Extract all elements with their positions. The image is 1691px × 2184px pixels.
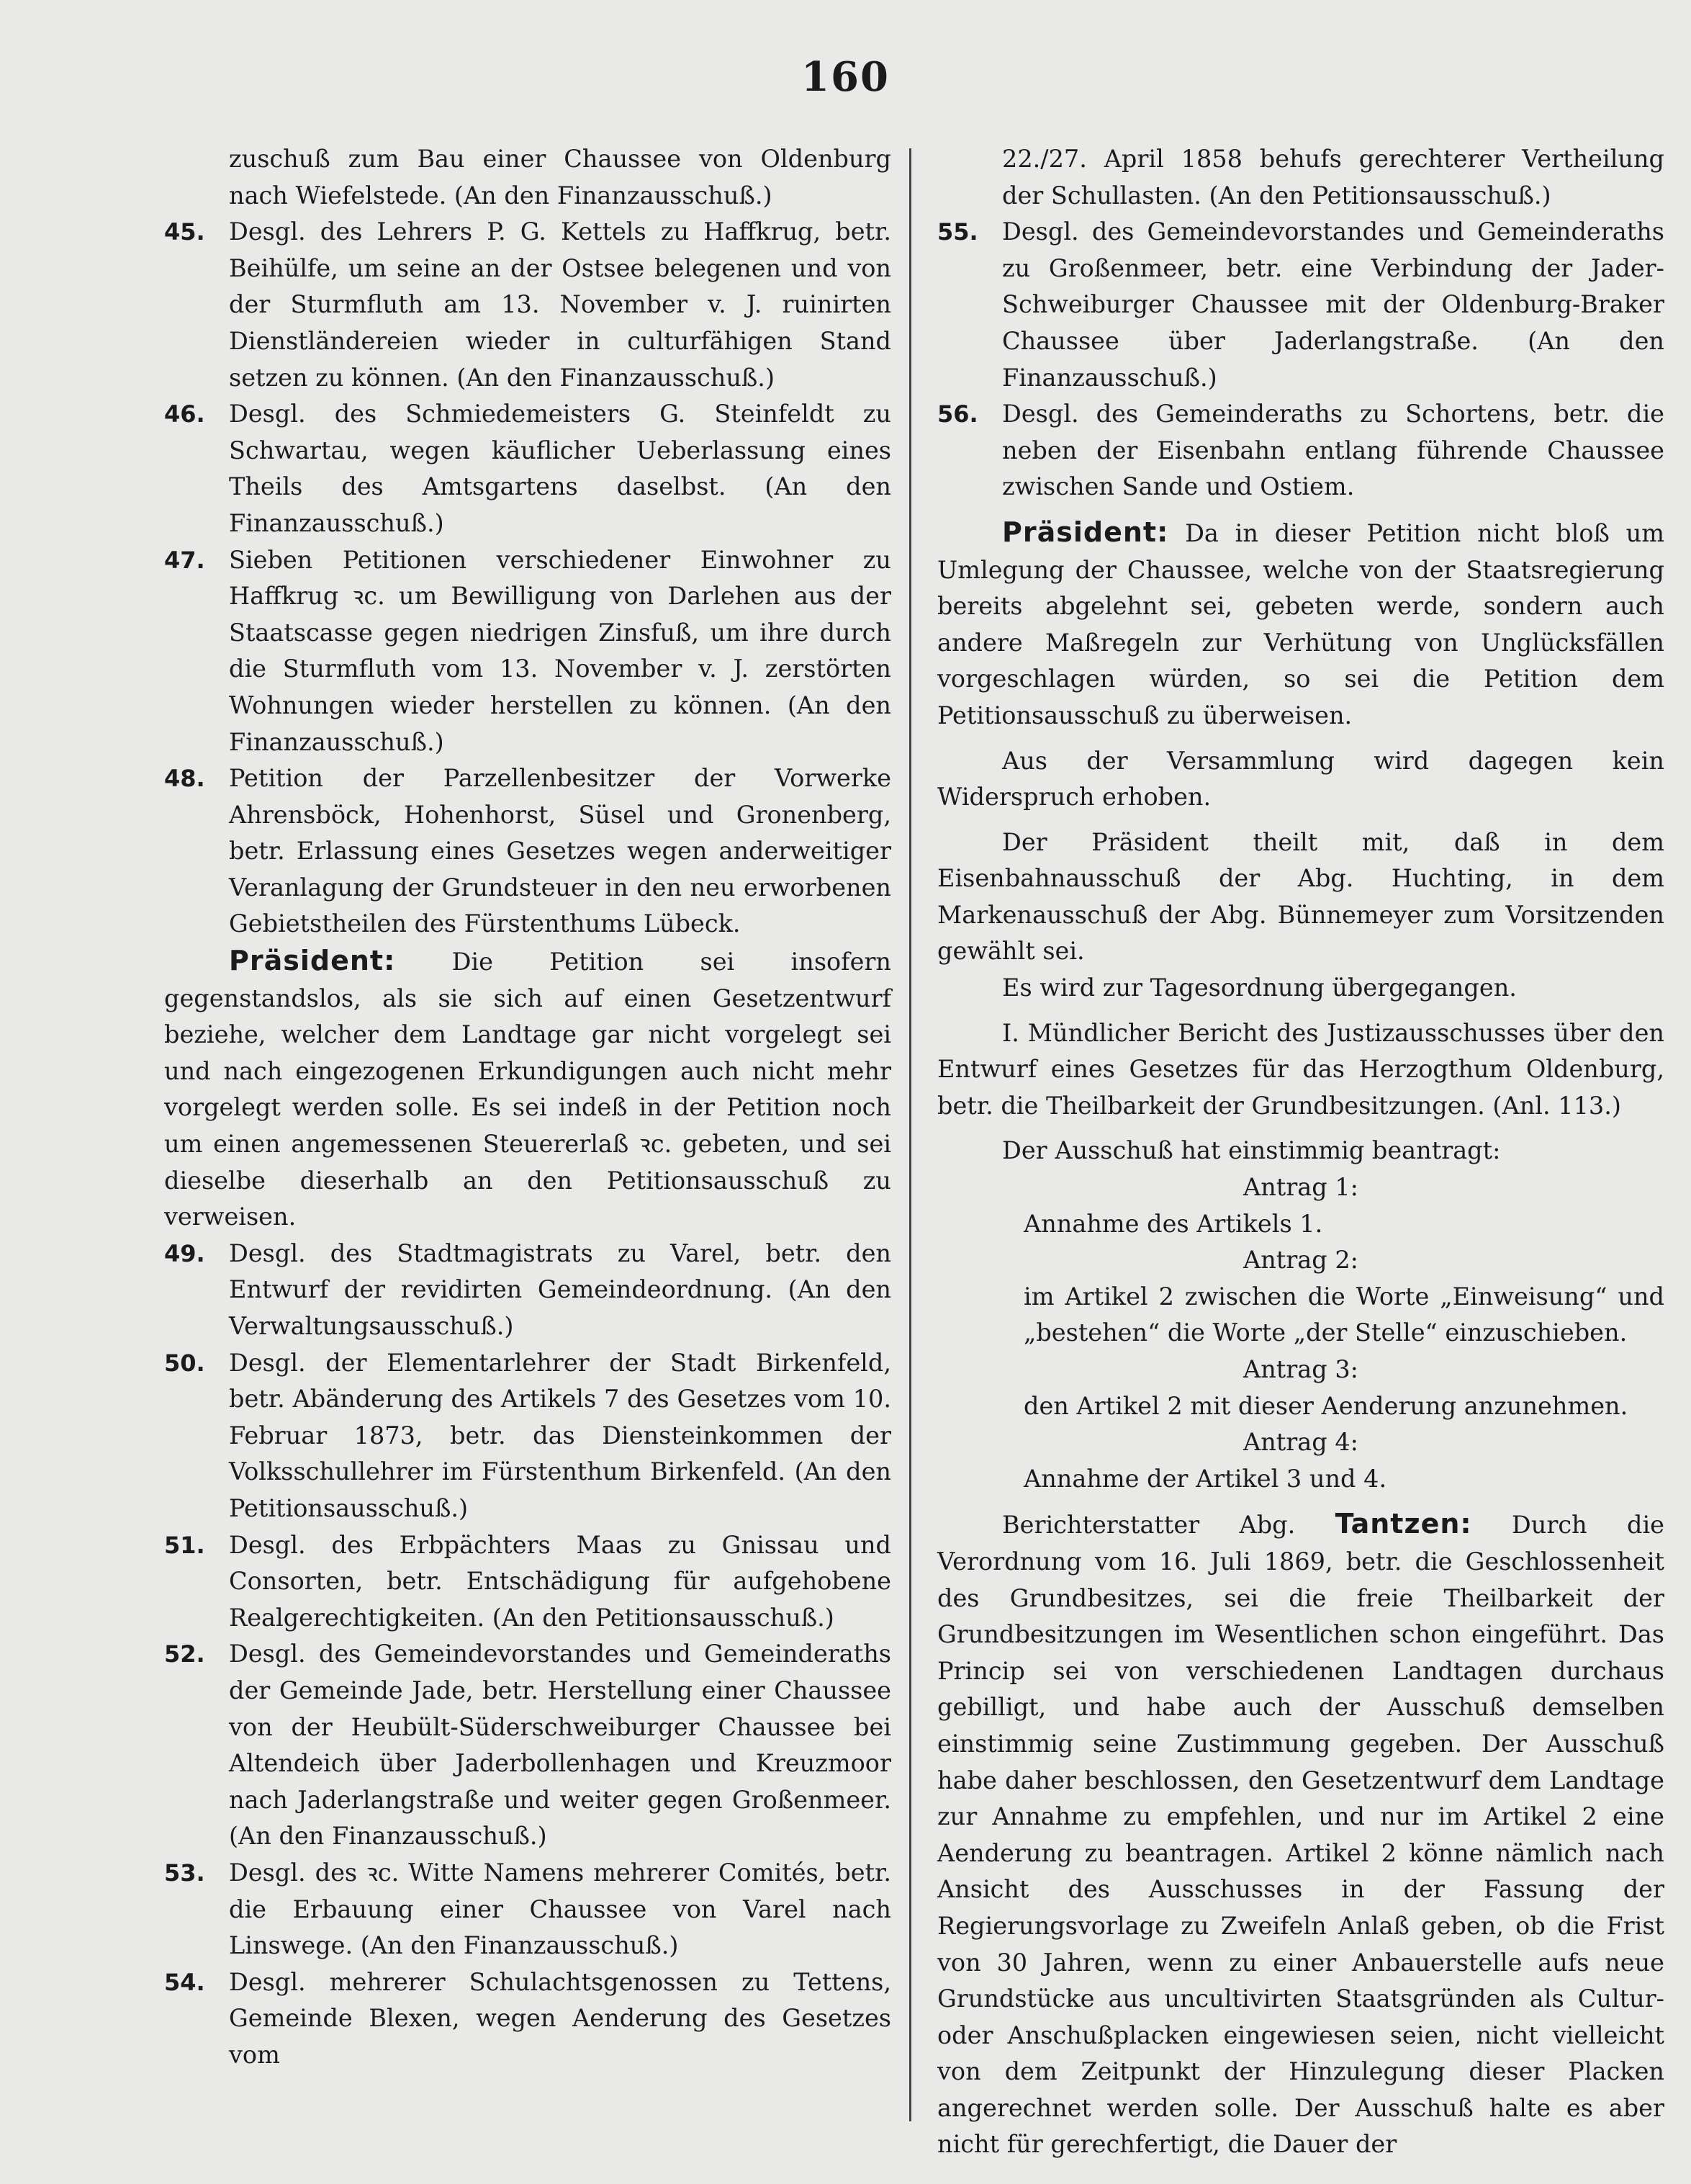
antrag-4-text: Annahme der Artikel 3 und 4. <box>1024 1464 1387 1493</box>
right-column <box>937 141 1664 2163</box>
item-53 <box>164 1855 891 1964</box>
item-56 <box>937 396 1664 505</box>
item-text: Desgl. mehrerer Schulachtsgenossen zu Tettens, Gemeinde Blexen, wegen Aenderung des Gesetzes vom <box>229 1967 891 2069</box>
page-number: 160 <box>801 53 890 101</box>
item-44-continuation: zuschuß zum Bau einer Chaussee von Oldenburg nach Wiefelstede. (An den Finanzausschuß.) <box>229 145 891 210</box>
item-text: Sieben Petitionen verschiedener Einwohner zu Haffkrug ꝛc. um Bewilligung von Darlehen aus der Staatscasse gegen niedrigen Zinsfuß, um ihre durch die Sturmfluth vom 13. November v. J. zerstörten Wohnungen wieder herstellen zu können. (An den Finanzausschuß.) <box>229 545 891 756</box>
item-text: Desgl. des Lehrers P. G. Kettels zu Haffkrug, betr. Beihülfe, um seine an der Ostsee belegenen und von der Sturmfluth am 13. November v. J. ruinirten Dienstländereien wieder in culturfähigen Stand setzen zu können. (An den Finanzausschuß.) <box>229 217 891 392</box>
statement-text: Da in dieser Petition nicht bloß um Umlegung der Chaussee, welche von der Staatsregierung bereits abgelehnt sei, gebeten werde, sondern auch andere Maßregeln zur Verhütung von Unglücksfällen vorgeschlagen würden, so sei die Petition dem Petitionsausschuß zu überweisen. <box>937 518 1664 729</box>
item-text: Desgl. des Stadtmagistrats zu Varel, betr. den Entwurf der revidirten Gemeindeordnung. (An den Verwaltungsausschuß.) <box>229 1239 891 1340</box>
item-number: 51. <box>164 1531 205 1559</box>
item-48 <box>164 760 891 943</box>
antrag-2-label: Antrag 2: <box>1243 1246 1358 1275</box>
statement-text: Die Petition sei insofern gegenstandslos, als sie sich auf einen Gesetzentwurf beziehe, welcher dem Landtage gar nicht vorgelegt sei und nach eingezogenen Erkundigungen auch nicht mehr vorgelegt werden solle. Es sei indeß in der Petition noch um einen angemessenen Steuererlaß ꝛc. gebeten, und sei dieselbe dieserhalb an den Petitionsausschuß zu verweisen. <box>164 948 891 1231</box>
item-number: 47. <box>164 546 205 574</box>
left-column <box>164 141 891 2073</box>
item-46 <box>164 396 891 541</box>
praesident-statement-right <box>937 514 1664 734</box>
antrag-4-label: Antrag 4: <box>1243 1428 1358 1457</box>
item-number: 55. <box>937 218 978 246</box>
item-number: 54. <box>164 1968 205 1996</box>
column-divider <box>909 148 911 2121</box>
item-number: 49. <box>164 1239 205 1267</box>
mitteilung-paragraph: Der Präsident theilt mit, daß in dem Eisenbahnausschuß der Abg. Huchting, in dem Markenausschuß der Abg. Bünnemeyer zum Vorsitzenden gewählt sei. <box>937 827 1664 966</box>
item-number: 50. <box>164 1349 205 1377</box>
item-text: Desgl. des Schmiedemeisters G. Steinfeldt zu Schwartau, wegen käuflicher Ueberlassung eines Theils des Amtsgartens daselbst. (An den Finanzausschuß.) <box>229 400 891 537</box>
ausschuss-paragraph: Der Ausschuß hat einstimmig beantragt: <box>1002 1136 1501 1165</box>
item-number: 53. <box>164 1859 205 1887</box>
item-45 <box>164 214 891 396</box>
antrag-3-text: den Artikel 2 mit dieser Aenderung anzunehmen. <box>1024 1391 1628 1420</box>
berichterstatter-label: Berichterstatter Abg. <box>1002 1511 1296 1540</box>
item-text: Desgl. des Gemeindevorstandes und Gemeinderaths zu Großenmeer, betr. eine Verbindung der Jader-Schweiburger Chaussee mit der Oldenburg-Braker Chaussee über Jaderlangstraße. (An den Finanzausschuß.) <box>1002 217 1664 392</box>
antrag-1-label: Antrag 1: <box>1243 1173 1358 1202</box>
item-50 <box>164 1345 891 1527</box>
item-text: Petition der Parzellenbesitzer der Vorwerke Ahrensböck, Hohenhorst, Süsel und Gronenberg, betr. Erlassung eines Gesetzes wegen anderweitiger Veranlagung der Grundsteuer in den neu erworbenen Gebietstheilen des Fürstenthums Lübeck. <box>229 764 891 938</box>
praesident-statement-left <box>164 943 891 1236</box>
item-number: 56. <box>937 400 978 428</box>
item-text: Desgl. des Erbpächters Maas zu Gnissau und Consorten, betr. Entschädigung für aufgehobene Realgerechtigkeiten. (An den Petitionsausschuß.) <box>229 1530 891 1632</box>
item-text: Desgl. des ꝛc. Witte Namens mehrerer Comités, betr. die Erbauung einer Chaussee von Varel nach Linswege. (An den Finanzausschuß.) <box>229 1858 891 1960</box>
item-47 <box>164 542 891 761</box>
item-text: Desgl. des Gemeindevorstandes und Gemeinderaths der Gemeinde Jade, betr. Herstellung einer Chaussee von der Heubült-Süderschweiburger Chaussee bei Altendeich über Jaderbollenhagen und Kreuzmoor nach Jaderlangstraße und weiter gegen Großenmeer. (An den Finanzausschuß.) <box>229 1640 891 1851</box>
item-49 <box>164 1236 891 1345</box>
item-55 <box>937 214 1664 396</box>
item-number: 48. <box>164 765 205 793</box>
item-number: 52. <box>164 1640 205 1668</box>
bericht-heading: I. Mündlicher Bericht des Justizausschusses über den Entwurf eines Gesetzes für das Herzogthum Oldenburg, betr. die Theilbarkeit der Grundbesitzungen. (Anl. 113.) <box>937 1018 1664 1120</box>
item-54 <box>164 1964 891 2074</box>
tagesordnung-paragraph: Es wird zur Tagesordnung übergegangen. <box>1002 974 1517 1002</box>
antrag-2-text: im Artikel 2 zwischen die Worte „Einweisung“ und „bestehen“ die Worte „der Stelle“ einzuschieben. <box>1024 1282 1664 1347</box>
berichterstatter-name: Tantzen: <box>1335 1508 1472 1540</box>
speaker-label: Präsident: <box>1002 516 1169 548</box>
berichterstatter-paragraph <box>937 1506 1664 2163</box>
antrag-3-label: Antrag 3: <box>1243 1355 1358 1383</box>
item-text: Desgl. der Elementarlehrer der Stadt Birkenfeld, betr. Abänderung des Artikels 7 des Gesetzes vom 10. Februar 1873, betr. das Diensteinkommen der Volksschullehrer im Fürstenthum Birkenfeld. (An den Petitionsausschuß.) <box>229 1348 891 1522</box>
versammlung-paragraph: Aus der Versammlung wird dagegen kein Widerspruch erhoben. <box>937 746 1664 812</box>
antrag-1-text: Annahme des Artikels 1. <box>1024 1209 1323 1238</box>
item-51 <box>164 1527 891 1637</box>
item-52 <box>164 1636 891 1855</box>
berichterstatter-text: Durch die Verordnung vom 16. Juli 1869, betr. die Geschlossenheit des Grundbesitzes, sei die freie Theilbarkeit der Grundbesitzungen im Wesentlichen schon eingeführt. Das Princip sei von verschiedenen Landtagen durchaus gebilligt, und habe auch der Ausschuß demselben einstimmig seine Zustimmung gegeben. Der Ausschuß habe daher beschlossen, den Gesetzentwurf dem Landtage zur Annahme zu empfehlen, und nur im Artikel 2 eine Aenderung zu beantragen. Artikel 2 könne nämlich nach Ansicht des Ausschusses in der Fassung der Regierungsvorlage zu Zweifeln Anlaß geben, ob die Frist von 30 Jahren, wenn zu einer Anbauerstelle aufs neue Grundstücke aus uncultivirten Staatsgründen als Cultur- oder Anschußplacken eingewiesen seien, nicht vielleicht von dem Zeitpunkt der Hinzulegung dieser Placken angerechnet werden solle. Der Ausschuß halte es aber nicht für gerechfertigt, die Dauer der <box>937 1511 1664 2159</box>
item-number: 45. <box>164 218 205 246</box>
item-54-continuation: 22./27. April 1858 behufs gerechterer Vertheilung der Schullasten. (An den Petitionsausschuß.) <box>1002 145 1664 210</box>
item-text: Desgl. des Gemeinderaths zu Schortens, betr. die neben der Eisenbahn entlang führende Chaussee zwischen Sande und Ostiem. <box>1002 400 1664 501</box>
speaker-label: Präsident: <box>229 945 396 977</box>
item-number: 46. <box>164 400 205 428</box>
